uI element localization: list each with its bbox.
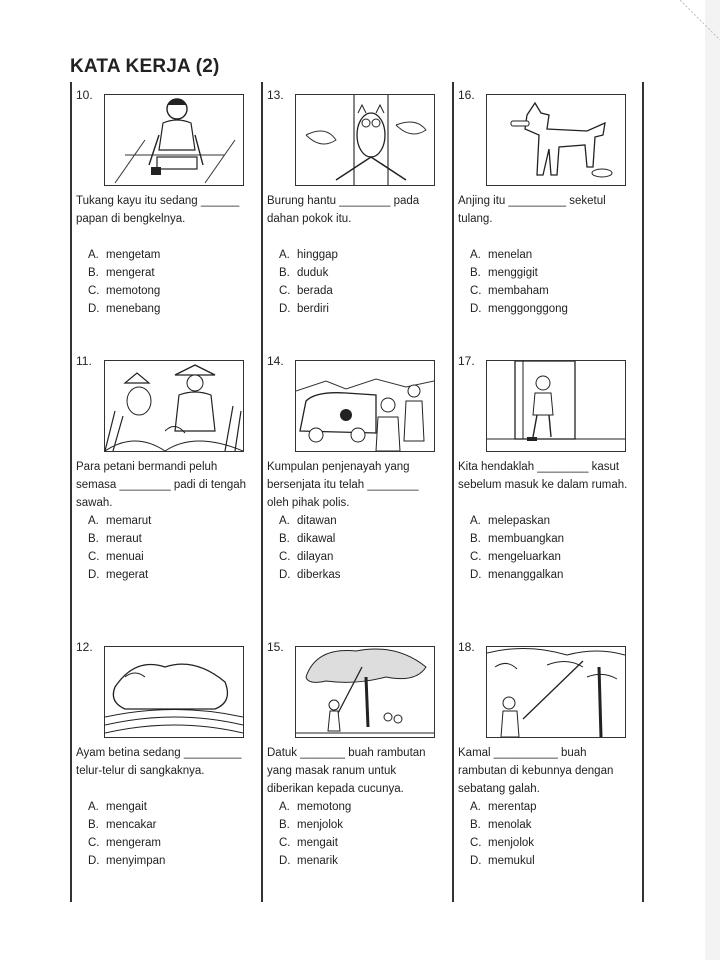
boy-with-pole-illustration (486, 646, 626, 738)
option-c[interactable]: C. dilayan (279, 551, 334, 563)
question-number: 11. (76, 354, 92, 368)
question-text: Burung hantu ________ pada dahan pokok itu. (267, 195, 420, 225)
page-title: KATA KERJA (2) (70, 56, 220, 77)
question-text: Kumpulan penjenayah yang bersenjata itu telah ________ oleh pihak polis. (267, 461, 419, 509)
option-d[interactable]: D. menanggalkan (470, 569, 564, 581)
options-list (279, 512, 340, 584)
question-14 (261, 348, 443, 633)
options-list (88, 512, 151, 584)
options-list (88, 246, 160, 318)
option-c[interactable]: C. memotong (88, 285, 161, 297)
question-text: Anjing itu _________ seketul tulang. (458, 195, 606, 225)
options-list (470, 798, 537, 870)
question-13 (261, 82, 443, 367)
question-16 (452, 82, 634, 367)
question-number: 12. (76, 640, 93, 654)
option-c[interactable]: C. mengait (279, 837, 338, 849)
option-a[interactable]: A. melepaskan (470, 515, 551, 527)
dog-with-bone-illustration (486, 94, 626, 186)
option-b[interactable]: B. menjolok (279, 819, 344, 831)
question-text: Kita hendaklah ________ kasut sebelum masuk ke dalam rumah. (458, 461, 628, 491)
question-number: 10. (76, 88, 93, 102)
option-c[interactable]: C. berada (279, 285, 333, 297)
farmers-harvesting-illustration (104, 360, 244, 452)
options-list (279, 246, 338, 318)
option-b[interactable]: B. menolak (470, 819, 532, 831)
option-c[interactable]: C. mengeram (88, 837, 161, 849)
question-number: 14. (267, 354, 284, 368)
question-text: Kamal __________ buah rambutan di kebunnya dengan sebatang galah. (458, 747, 614, 795)
option-a[interactable]: A. menelan (470, 249, 533, 261)
grid-line (642, 82, 644, 902)
option-a[interactable]: A. memarut (88, 515, 152, 527)
question-text: Tukang kayu itu sedang ______ papan di bengkelnya. (76, 195, 240, 225)
question-text: Ayam betina sedang _________ telur-telur di sangkaknya. (76, 747, 242, 777)
owl-on-branch-illustration (295, 94, 435, 186)
option-b[interactable]: B. membuangkan (470, 533, 565, 545)
police-arrest-illustration (295, 360, 435, 452)
options-list (279, 798, 351, 870)
option-c[interactable]: C. menuai (88, 551, 144, 563)
option-b[interactable]: B. duduk (279, 267, 329, 279)
option-d[interactable]: D. megerat (88, 569, 149, 581)
options-list (470, 246, 568, 318)
option-b[interactable]: B. menggigit (470, 267, 538, 279)
options-list (88, 798, 165, 870)
option-c[interactable]: C. menjolok (470, 837, 535, 849)
question-number: 13. (267, 88, 284, 102)
option-a[interactable]: A. mengait (88, 801, 147, 813)
option-d[interactable]: D. menyimpan (88, 855, 166, 867)
question-number: 15. (267, 640, 284, 654)
question-11 (70, 348, 252, 633)
option-a[interactable]: A. mengetam (88, 249, 161, 261)
option-d[interactable]: D. diberkas (279, 569, 341, 581)
page-curl-icon (680, 0, 720, 40)
question-text: Datuk _______ buah rambutan yang masak ranum untuk diberikan kepada cucunya. (267, 747, 426, 795)
option-c[interactable]: C. mengeluarkan (470, 551, 561, 563)
option-b[interactable]: B. dikawal (279, 533, 336, 545)
options-list (470, 512, 564, 584)
option-b[interactable]: B. meraut (88, 533, 142, 545)
option-a[interactable]: A. merentap (470, 801, 537, 813)
option-a[interactable]: A. memotong (279, 801, 352, 813)
option-d[interactable]: D. menebang (88, 303, 161, 315)
option-d[interactable]: D. berdiri (279, 303, 329, 315)
option-c[interactable]: C. membaham (470, 285, 549, 297)
option-d[interactable]: D. menarik (279, 855, 338, 867)
question-number: 16. (458, 88, 475, 102)
grandfather-picking-rambutan-illustration (295, 646, 435, 738)
option-a[interactable]: A. ditawan (279, 515, 337, 527)
question-12 (70, 634, 252, 919)
option-d[interactable]: D. menggonggong (470, 303, 568, 315)
hen-nesting-illustration (104, 646, 244, 738)
option-d[interactable]: D. memukul (470, 855, 535, 867)
option-a[interactable]: A. hinggap (279, 249, 338, 261)
question-number: 17. (458, 354, 475, 368)
option-b[interactable]: B. mencakar (88, 819, 157, 831)
question-17 (452, 348, 634, 633)
carpenter-illustration (104, 94, 244, 186)
question-10 (70, 82, 252, 367)
shoes-at-door-illustration (486, 360, 626, 452)
question-18 (452, 634, 634, 919)
question-grid (70, 82, 643, 902)
question-15 (261, 634, 443, 919)
question-text: Para petani bermandi peluh semasa ________ padi di tengah sawah. (76, 461, 247, 509)
question-number: 18. (458, 640, 475, 654)
option-b[interactable]: B. mengerat (88, 267, 155, 279)
